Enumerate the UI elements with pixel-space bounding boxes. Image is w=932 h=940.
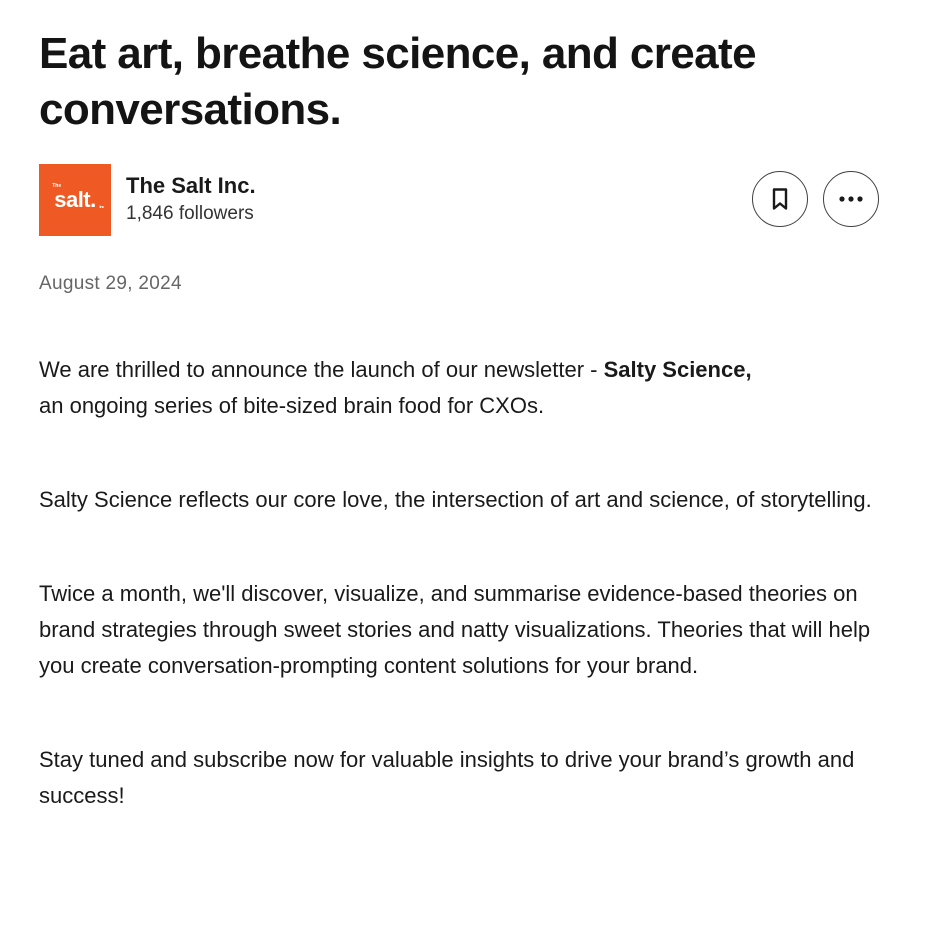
author-info: [126, 164, 256, 226]
paragraph-3: Twice a month, we'll discover, visualize, and summarise evidence-based theories on brand strategies through sweet stories and natty visualizations. Theories that will help you create conversation-prompting content solutions for your brand.: [39, 581, 871, 678]
bookmark-icon: [769, 187, 791, 211]
author-name-link[interactable]: The Salt Inc.: [126, 173, 256, 198]
paragraph-4: Stay tuned and subscribe now for valuable insights to drive your brand’s growth and success!: [39, 747, 855, 808]
company-logo[interactable]: [39, 164, 111, 236]
paragraph-1-intro: We are thrilled to announce the launch of our newsletter -: [39, 357, 604, 382]
logo-salt-text: salt: [54, 187, 91, 212]
more-options-button[interactable]: [823, 171, 879, 227]
logo-inc-text: Inc: [99, 204, 104, 209]
more-horizontal-icon: [837, 195, 865, 203]
paragraph-1: [39, 352, 779, 424]
article-actions: [752, 171, 879, 227]
logo-the-text: The: [52, 183, 62, 189]
article: [39, 26, 899, 872]
article-title: Eat art, breathe science, and create conversations.: [39, 29, 756, 134]
author-row: [39, 164, 899, 236]
article-body: [39, 352, 899, 814]
follower-count: 1,846 followers: [126, 203, 254, 224]
paragraph-1-rest: an ongoing series of bite-sized brain food for CXOs.: [39, 393, 545, 418]
save-button[interactable]: [752, 171, 808, 227]
paragraph-2: Salty Science reflects our core love, the intersection of art and science, of storytelling.: [39, 487, 872, 512]
logo-wordmark: The salt. Inc: [52, 183, 104, 212]
publish-date: August 29, 2024: [39, 273, 182, 294]
newsletter-name: Salty Science,: [603, 357, 752, 382]
